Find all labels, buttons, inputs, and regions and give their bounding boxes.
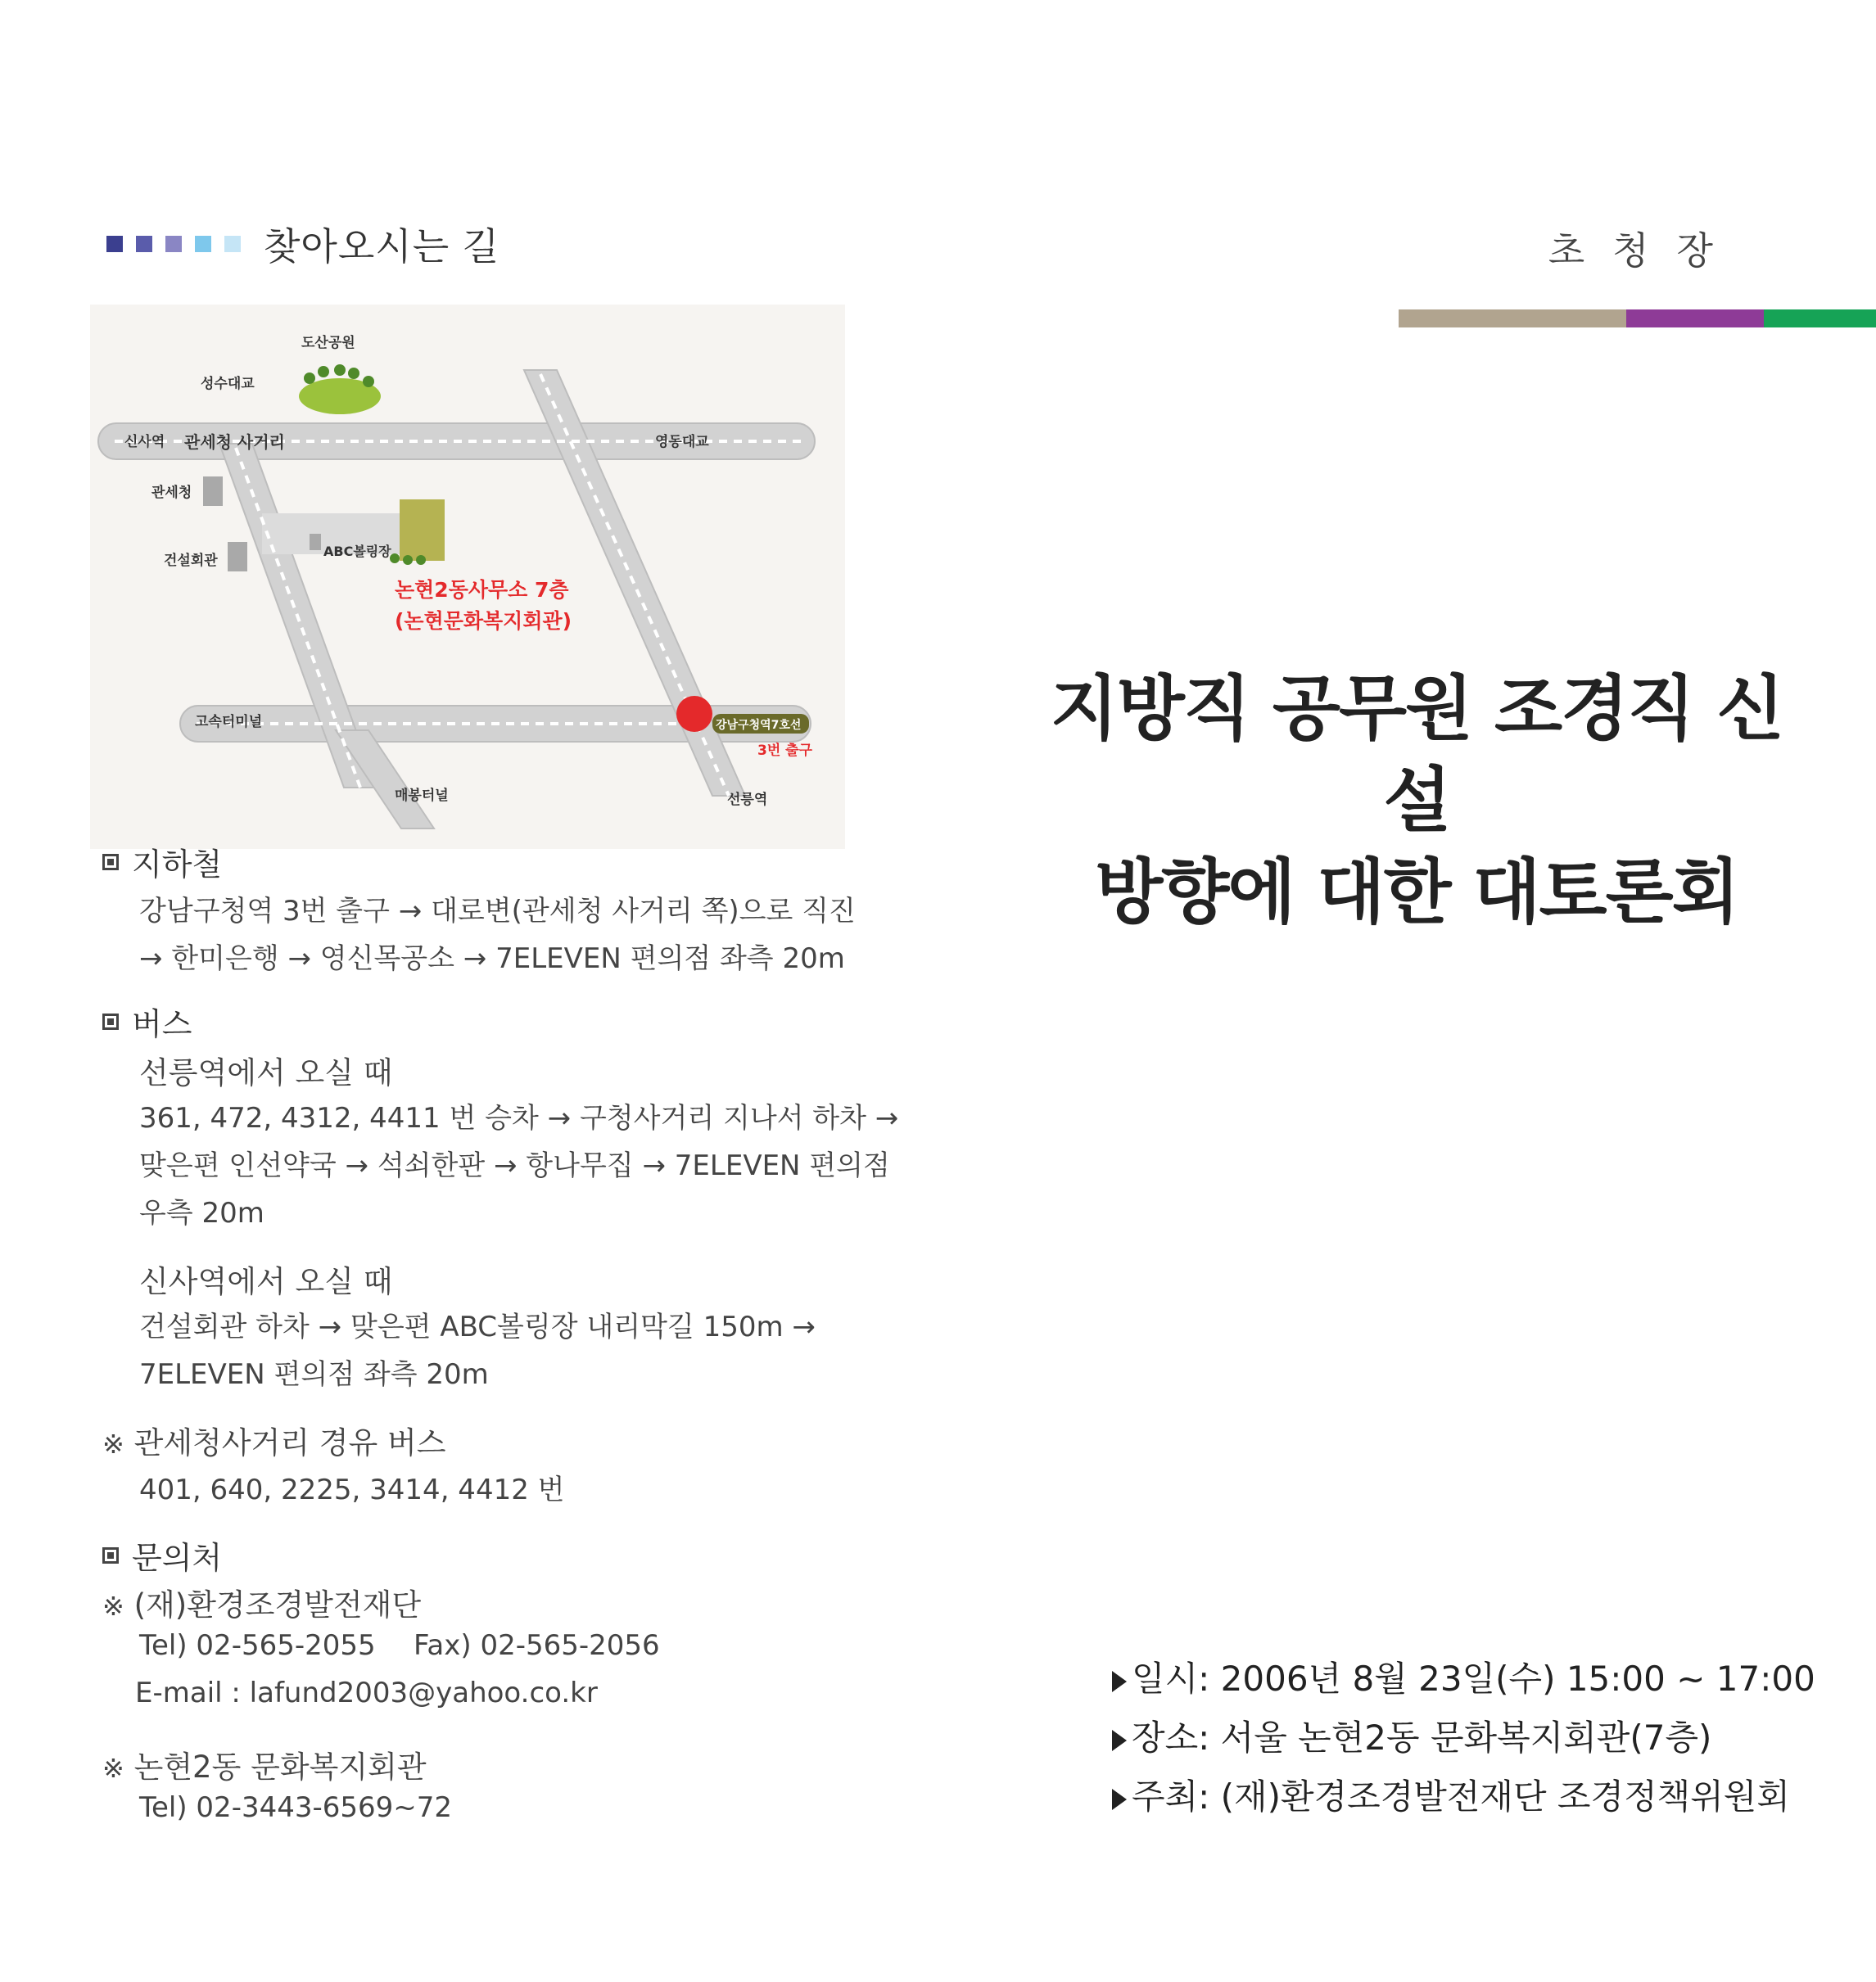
detail-key: 장소:: [1132, 1718, 1210, 1758]
bullet-box-icon: [102, 854, 119, 870]
label-maebong-tunnel: 매봉터널: [395, 788, 449, 804]
building-gwanse: [203, 476, 223, 506]
label-gwanse-office: 관세청: [151, 485, 192, 501]
bus-seolleung-line-2: 맞은편 인선약국 → 석쇠한판 → 항나무집 → 7ELEVEN 편의점: [139, 1149, 890, 1182]
subway-line-1: 강남구청역 3번 출구 → 대로변(관세청 사거리 쪽)으로 직진: [139, 895, 856, 928]
directions-title: 찾아오시는 길: [264, 224, 500, 269]
color-bar-segment-1: [1399, 309, 1626, 327]
event-title-line-1: 지방직 공무원 조경직 신설: [1050, 668, 1783, 842]
detail-row-host: [1112, 1770, 1790, 1819]
subway-heading: 지하철: [102, 839, 222, 884]
heading-square-2: [136, 236, 152, 252]
heading-square-5: [224, 236, 241, 252]
bus-sinsa-line-2: 7ELEVEN 편의점 좌측 20m: [139, 1358, 489, 1391]
bus-seolleung-line-3: 우측 20m: [139, 1197, 264, 1230]
label-venue-line1: 논현2동사무소 7층: [395, 578, 569, 602]
contact-org2-tel: Tel) 02-3443-6569~72: [139, 1791, 453, 1824]
contact-org2-name: 논현2동 문화복지회관: [133, 1749, 427, 1785]
detail-key: 일시:: [1132, 1659, 1210, 1699]
label-seongsu-bridge: 성수대교: [201, 376, 255, 392]
bus-heading: 버스: [102, 999, 192, 1044]
detail-value: 서울 논현2동 문화복지회관(7층): [1220, 1718, 1712, 1758]
event-title-line-2: 방향에 대한 대토론회: [1095, 851, 1738, 933]
bus-seolleung-title: 선릉역에서 오실 때: [139, 1055, 393, 1090]
label-sinsa-station: 신사역: [124, 434, 165, 450]
label-gwanse-intersection: 관세청 사거리: [184, 432, 285, 452]
invitation-label: 초청장: [1548, 228, 1741, 273]
via-bus-title-row: [102, 1418, 446, 1462]
contact-org1-fax: Fax) 02-565-2056: [414, 1629, 660, 1662]
heading-square-1: [106, 236, 123, 252]
contact-org1-name: (재)환경조경발전재단: [133, 1587, 422, 1623]
contact-org1-tel: Tel) 02-565-2055: [139, 1629, 376, 1662]
detail-row-date: [1112, 1652, 1815, 1701]
heading-square-4: [195, 236, 211, 252]
station-marker: [676, 696, 712, 732]
note-mark: ※: [102, 1753, 124, 1784]
contact-heading: 문의처: [102, 1533, 222, 1578]
via-bus-title: 관세청사거리 경유 버스: [133, 1425, 446, 1461]
label-venue-line2: (논현문화복지회관): [395, 609, 572, 633]
directions-heading: [106, 219, 500, 269]
map-svg: [90, 305, 845, 849]
color-bar: [1399, 309, 1876, 327]
label-express-terminal: 고속터미널: [195, 714, 263, 730]
label-abc-bowling: ABC볼링장: [323, 544, 391, 559]
building-construction: [228, 542, 247, 571]
triangle-bullet-icon: [1112, 1789, 1127, 1810]
label-seolleung-station: 선릉역: [727, 792, 768, 808]
triangle-bullet-icon: [1112, 1730, 1127, 1751]
bullet-box-icon: [102, 1014, 119, 1030]
color-bar-segment-2: [1626, 309, 1764, 327]
label-yeongdong-bridge: 영동대교: [655, 434, 709, 450]
contact-org2-row: [102, 1742, 427, 1786]
detail-value: 2006년 8월 23일(수) 15:00 ~ 17:00: [1220, 1659, 1815, 1699]
bus-sinsa-line-1: 건설회관 하차 → 맞은편 ABC볼링장 내리막길 150m →: [139, 1311, 816, 1343]
subway-line-2: → 한미은행 → 영신목공소 → 7ELEVEN 편의점 좌측 20m: [139, 942, 845, 975]
note-mark: ※: [102, 1591, 124, 1622]
label-construction-hall: 건설회관: [164, 553, 218, 569]
building-bowling: [310, 534, 321, 550]
via-bus-line: 401, 640, 2225, 3414, 4412 번: [139, 1474, 565, 1506]
note-mark: ※: [102, 1429, 124, 1460]
location-map: [90, 305, 845, 849]
detail-value: (재)환경조경발전재단 조경정책위원회: [1220, 1777, 1790, 1817]
detail-key: 주최:: [1132, 1777, 1210, 1817]
venue-building: [400, 499, 445, 561]
contact-org1-email: E-mail : lafund2003@yahoo.co.kr: [135, 1677, 598, 1709]
label-station-tag: 강남구청역7호선: [716, 719, 802, 732]
heading-square-3: [165, 236, 182, 252]
bullet-box-icon: [102, 1547, 119, 1564]
label-exit3: 3번 출구: [757, 743, 813, 759]
bus-sinsa-title: 신사역에서 오실 때: [139, 1264, 393, 1299]
event-title: [1032, 663, 1801, 938]
contact-org1-row: [102, 1580, 421, 1624]
label-dosan-park: 도산공원: [301, 335, 355, 351]
detail-row-place: [1112, 1711, 1711, 1760]
color-bar-segment-3: [1764, 309, 1876, 327]
bus-seolleung-line-1: 361, 472, 4312, 4411 번 승차 → 구청사거리 지나서 하차 →: [139, 1102, 899, 1135]
triangle-bullet-icon: [1112, 1671, 1127, 1692]
